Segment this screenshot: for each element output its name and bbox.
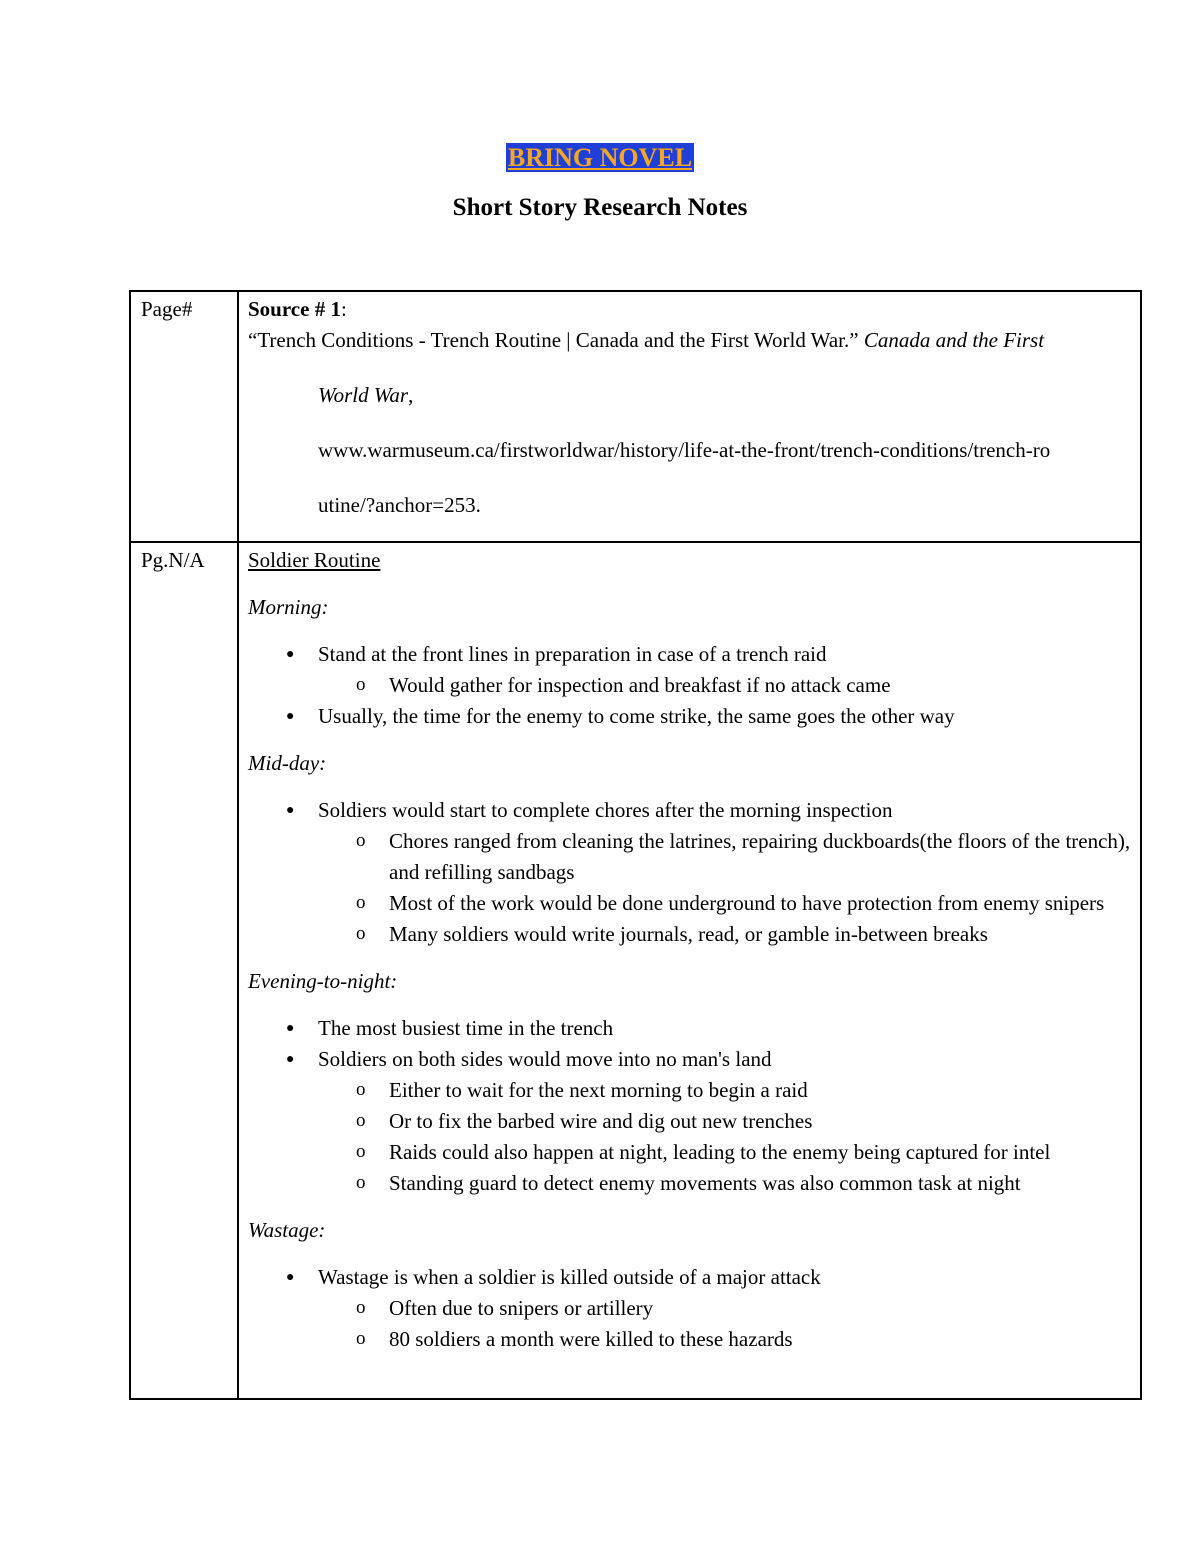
banner-text: BRING NOVEL xyxy=(507,143,693,172)
page-cell xyxy=(130,291,238,542)
list-item-text: Wastage is when a soldier is killed outside of a major attack xyxy=(318,1265,821,1289)
sub-list-item: o Most of the work would be done underground to have protection from enemy snipers xyxy=(318,888,1132,919)
section-heading-wastage: Wastage: xyxy=(248,1218,326,1242)
bullet-list xyxy=(248,795,1132,950)
list-item xyxy=(248,1262,1132,1355)
citation xyxy=(248,294,1132,521)
notes-cell xyxy=(238,542,1141,1399)
sub-list-item: o Often due to snipers or artillery xyxy=(318,1293,1132,1324)
section-heading-evening: Evening-to-night: xyxy=(248,969,398,993)
sub-list-item: o Raids could also happen at night, leading to the enemy being captured for intel xyxy=(318,1137,1132,1168)
source-colon: : xyxy=(340,297,347,321)
table-row xyxy=(130,291,1141,542)
sub-list-item: o Would gather for inspection and breakfast if no attack came xyxy=(318,670,1132,701)
citation-publication-cont: World War xyxy=(318,383,409,407)
table-row xyxy=(130,542,1141,1399)
bullet-list xyxy=(248,1262,1132,1355)
sub-list-item: o 80 soldiers a month were killed to these hazards xyxy=(318,1324,1132,1355)
sub-list-item: o Either to wait for the next morning to begin a raid xyxy=(318,1075,1132,1106)
banner xyxy=(0,142,1200,174)
list-item xyxy=(248,1044,1132,1199)
bullet-list xyxy=(248,639,1132,732)
citation-url-line2: utine/?anchor=253. xyxy=(318,493,481,517)
page-label: Page# xyxy=(141,297,193,321)
page-cell xyxy=(130,542,238,1399)
citation-publication: Canada and the First xyxy=(863,328,1045,352)
sub-list xyxy=(318,1293,1132,1355)
list-item xyxy=(248,795,1132,950)
citation-url-line1: www.warmuseum.ca/firstworldwar/history/life-at-the-front/trench-conditions/trench-ro xyxy=(318,438,1051,462)
sub-list xyxy=(318,670,1132,701)
sub-list-item: o Standing guard to detect enemy movements was also common task at night xyxy=(318,1168,1132,1199)
notes-table xyxy=(129,290,1142,1400)
sub-list xyxy=(318,826,1132,950)
document-title: Short Story Research Notes xyxy=(452,194,748,221)
section-heading-morning: Morning: xyxy=(248,595,329,619)
sub-list-item: o Or to fix the barbed wire and dig out new trenches xyxy=(318,1106,1132,1137)
bullet-list xyxy=(248,1013,1132,1199)
sub-list-item: o Chores ranged from cleaning the latrines, repairing duckboards(the floors of the trench), and refilling sandbags xyxy=(318,826,1132,888)
notes-title: Soldier Routine xyxy=(248,548,381,572)
page-label: Pg.N/A xyxy=(141,548,205,572)
sub-list-item: o Many soldiers would write journals, read, or gamble in-between breaks xyxy=(318,919,1132,950)
citation-title: “Trench Conditions - Trench Routine | Canada and the First World War.” xyxy=(248,328,864,352)
list-item xyxy=(248,639,1132,701)
list-item: ● Usually, the time for the enemy to come strike, the same goes the other way xyxy=(248,701,1132,732)
list-item-text: Soldiers would start to complete chores after the morning inspection xyxy=(318,798,893,822)
citation-comma: , xyxy=(408,383,414,407)
source-label: Source # 1 xyxy=(248,297,341,321)
list-item-text: Soldiers on both sides would move into no man's land xyxy=(318,1047,772,1071)
section-heading-midday: Mid-day: xyxy=(248,751,327,775)
list-item-text: Stand at the front lines in preparation in case of a trench raid xyxy=(318,642,827,666)
sub-list xyxy=(318,1075,1132,1199)
source-cell xyxy=(238,291,1141,542)
list-item: ● The most busiest time in the trench xyxy=(248,1013,1132,1044)
